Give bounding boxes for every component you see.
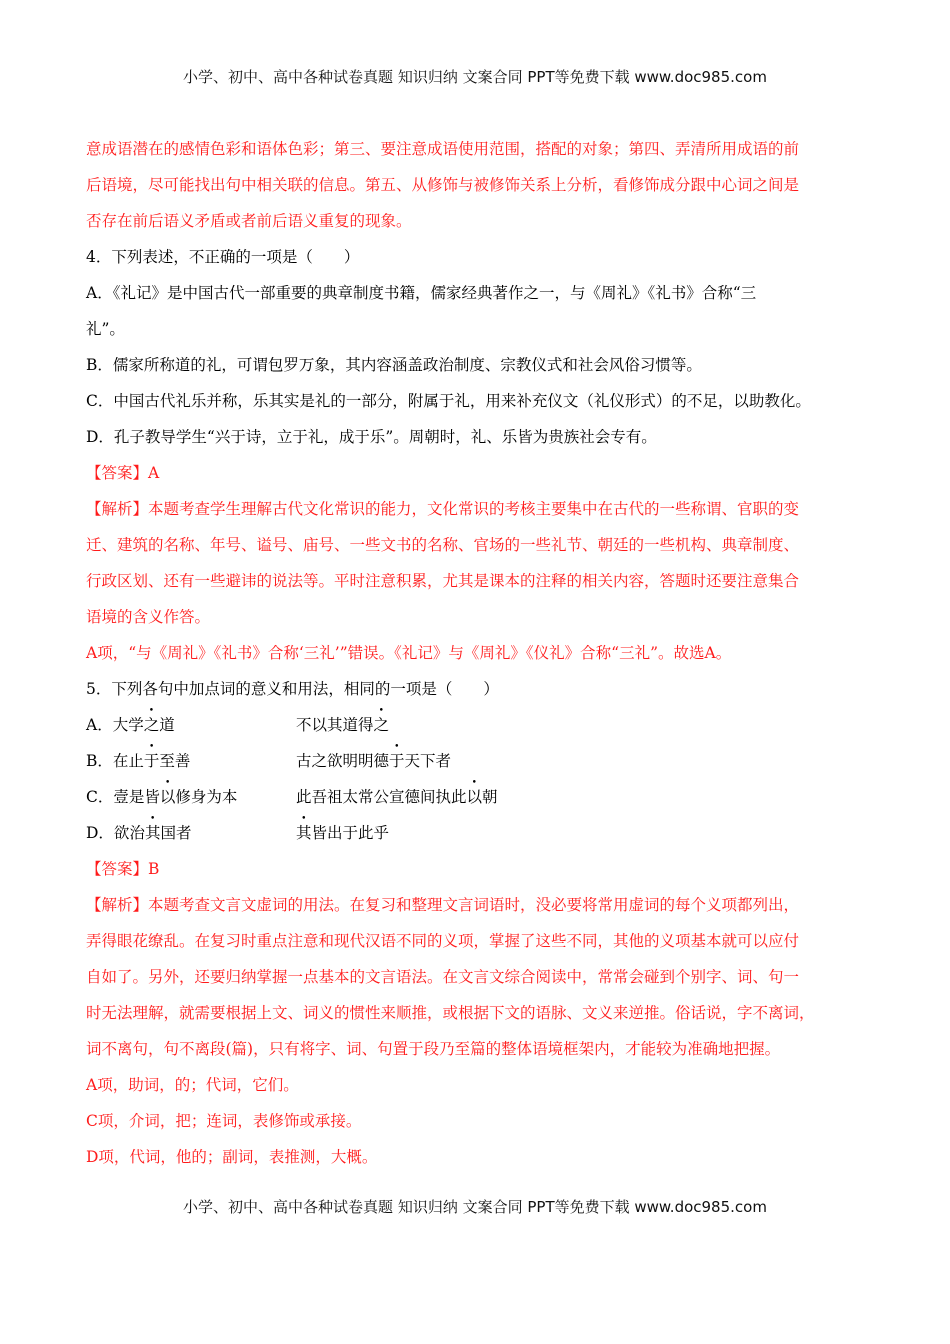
page-header: 小学、初中、高中各种试卷真题 知识归纳 文案合同 PPT等免费下载 www.doc985.com [183, 68, 767, 86]
q4-option-c: C．中国古代礼乐并称，乐其实是礼的一部分，附属于礼，用来补充仪文（礼仪形式）的不足，以助教化。 [86, 392, 811, 410]
dotted-word: 之 [143, 716, 160, 734]
dotted-word: 其 [296, 824, 312, 842]
q4-analysis-1: 【解析】本题考查学生理解古代文化常识的能力，文化常识的考核主要集中在古代的一些称谓、官职的变 [86, 500, 800, 518]
q5-option-a [86, 707, 866, 743]
q5-analysis-3: 自如了。另外，还要归纳掌握一点基本的文言语法。在文言文综合阅读中，常常会碰到个别字、词、句一 [86, 968, 800, 986]
q5-option-b-right: 古之欲明明德于天下者 [296, 752, 452, 770]
q5-analysis-5: 词不离句，句不离段(篇)，只有将字、词、句置于段乃至篇的整体语境框架内，才能较为准确地把握。 [86, 1040, 781, 1058]
dotted-word: 其 [144, 824, 161, 842]
intro-line-3: 否存在前后语义矛盾或者前后语义重复的现象。 [86, 212, 412, 230]
q5-stem: 5．下列各句中加点词的意义和用法，相同的一项是（ ） [86, 680, 499, 698]
q5-analysis-1: 【解析】本题考查文言文虚词的用法。在复习和整理文言词语时，没必要将常用虚词的每个义项都列出， [86, 896, 800, 914]
q4-option-b: B．儒家所称道的礼，可谓包罗万象，其内容涵盖政治制度、宗教仪式和社会风俗习惯等。 [86, 356, 702, 374]
q5-option-c-right: 此吾祖太常公宣德间执此以朝 [296, 788, 498, 806]
q4-analysis-4: 语境的含义作答。 [86, 608, 211, 626]
dotted-word: 以 [466, 788, 483, 806]
q5-analysis-2: 弄得眼花缭乱。在复习时重点注意和现代汉语不同的义项，掌握了这些不同，其他的义项基本就可以应付 [86, 932, 800, 950]
q5-option-d-right: 其皆出于此乎 [296, 824, 390, 842]
intro-line-2: 后语境，尽可能找出句中相关联的信息。第五、从修饰与被修饰关系上分析，看修饰成分跟中心词之间是 [86, 176, 800, 194]
dotted-word: 于 [389, 752, 405, 770]
q4-option-d: D．孔子教导学生“兴于诗，立于礼，成于乐”。周朝时，礼、乐皆为贵族社会专有。 [86, 428, 657, 446]
q4-analysis-5: A项，“与《周礼》《礼书》合称‘三礼’”错误。《礼记》与《周礼》《仪礼》合称“三礼”。故选A。 [86, 644, 732, 662]
q5-answer: 【答案】B [86, 860, 160, 878]
q5-option-c [86, 779, 866, 815]
q5-analysis-4: 时无法理解，就需要根据上文、词义的惯性来顺推，或根据下文的语脉、文义来逆推。俗话说，字不离词， [86, 1004, 815, 1022]
q4-option-a-1: A．《礼记》是中国古代一部重要的典章制度书籍，儒家经典著作之一，与《周礼》《礼书》合称“三 [86, 284, 757, 302]
q5-option-b [86, 743, 866, 779]
dotted-word: 之 [373, 716, 390, 734]
q5-analysis-8: D项，代词，他的；副词，表推测，大概。 [86, 1148, 378, 1166]
q4-analysis-3: 行政区划、还有一些避讳的说法等。平时注意积累，尤其是课本的注释的相关内容，答题时还要注意集合 [86, 572, 800, 590]
q5-option-a-left: A．大学之道 [86, 716, 175, 734]
dotted-word: 于 [143, 752, 160, 770]
q5-option-c-left: C．壹是皆以修身为本 [86, 788, 238, 806]
q4-answer: 【答案】A [86, 464, 160, 482]
q5-option-a-right: 不以其道得之 [296, 716, 390, 734]
q5-analysis-7: C项，介词，把；连词，表修饰或承接。 [86, 1112, 362, 1130]
q4-stem: 4．下列表述，不正确的一项是（ ） [86, 248, 360, 266]
q5-option-d [86, 815, 866, 851]
q4-option-a-2: 礼”。 [86, 320, 125, 338]
q5-option-b-left: B．在止于至善 [86, 752, 191, 770]
intro-line-1: 意成语潜在的感情色彩和语体色彩；第三、要注意成语使用范围，搭配的对象；第四、弄清所用成语的前 [86, 140, 800, 158]
q5-option-d-left: D．欲治其国者 [86, 824, 192, 842]
dotted-word: 以 [159, 788, 176, 806]
q4-analysis-2: 迁、建筑的名称、年号、谥号、庙号、一些文书的名称、官场的一些礼节、朝廷的一些机构、典章制度、 [86, 536, 800, 554]
q5-analysis-6: A项，助词，的；代词，它们。 [86, 1076, 299, 1094]
document-body [86, 131, 866, 1175]
page-footer: 小学、初中、高中各种试卷真题 知识归纳 文案合同 PPT等免费下载 www.doc985.com [183, 1198, 767, 1216]
